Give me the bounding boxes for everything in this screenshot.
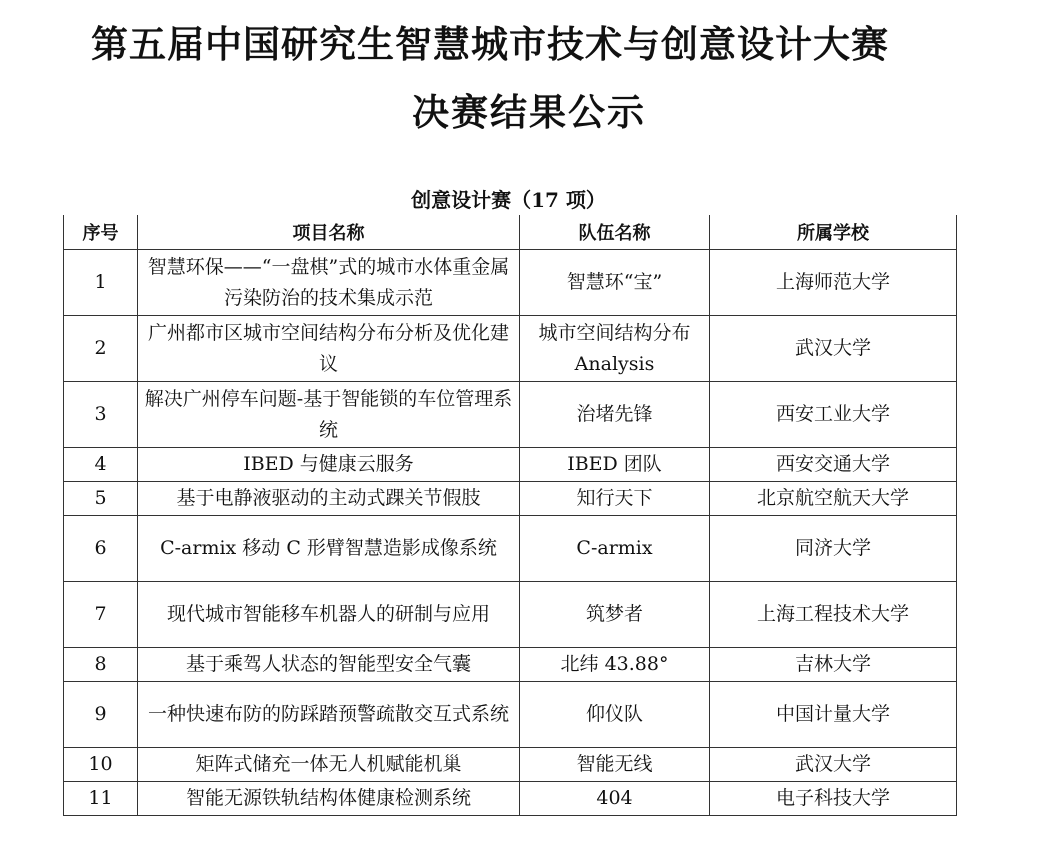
table-row (64, 382, 957, 448)
table-row (64, 250, 957, 316)
cell-team: 北纬 43.88° (520, 648, 710, 682)
table-row (64, 582, 957, 648)
cell-team: 智慧环“宝” (520, 250, 710, 316)
cell-project: 一种快速布防的防踩踏预警疏散交互式系统 (138, 682, 520, 748)
cell-team: 筑梦者 (520, 582, 710, 648)
results-table (63, 215, 957, 816)
table-row (64, 316, 957, 382)
cell-team: IBED 团队 (520, 448, 710, 482)
cell-project: 智慧环保——“一盘棋”式的城市水体重金属污染防治的技术集成示范 (138, 250, 520, 316)
table-row (64, 482, 957, 516)
cell-number: 8 (64, 648, 138, 682)
cell-school: 西安工业大学 (710, 382, 957, 448)
cell-project: IBED 与健康云服务 (138, 448, 520, 482)
table-row (64, 682, 957, 748)
cell-number: 10 (64, 748, 138, 782)
cell-school: 上海师范大学 (710, 250, 957, 316)
cell-school: 同济大学 (710, 516, 957, 582)
page-title: 第五届中国研究生智慧城市技术与创意设计大赛 (91, 23, 889, 66)
cell-project: 解决广州停车问题-基于智能锁的车位管理系统 (138, 382, 520, 448)
cell-team: 城市空间结构分布 Analysis (520, 316, 710, 382)
cell-school: 北京航空航天大学 (710, 482, 957, 516)
cell-school: 武汉大学 (710, 748, 957, 782)
cell-school: 武汉大学 (710, 316, 957, 382)
header-team-name: 队伍名称 (520, 215, 710, 250)
table-row (64, 748, 957, 782)
cell-project: C-armix 移动 C 形臂智慧造影成像系统 (138, 516, 520, 582)
cell-team: C-armix (520, 516, 710, 582)
header-project-name: 项目名称 (138, 215, 520, 250)
cell-school: 吉林大学 (710, 648, 957, 682)
cell-number: 9 (64, 682, 138, 748)
cell-team: 404 (520, 782, 710, 816)
cell-school: 西安交通大学 (710, 448, 957, 482)
cell-project: 矩阵式储充一体无人机赋能机巢 (138, 748, 520, 782)
header-number: 序号 (64, 215, 138, 250)
header-school: 所属学校 (710, 215, 957, 250)
cell-number: 3 (64, 382, 138, 448)
cell-number: 6 (64, 516, 138, 582)
cell-number: 4 (64, 448, 138, 482)
cell-school: 电子科技大学 (710, 782, 957, 816)
page-subtitle: 决赛结果公示 (412, 91, 646, 134)
cell-team: 智能无线 (520, 748, 710, 782)
cell-project: 基于乘驾人状态的智能型安全气囊 (138, 648, 520, 682)
cell-project: 广州都市区城市空间结构分布分析及优化建议 (138, 316, 520, 382)
cell-school: 中国计量大学 (710, 682, 957, 748)
table-row (64, 782, 957, 816)
cell-number: 11 (64, 782, 138, 816)
section-title: 创意设计赛（17 项） (411, 188, 606, 212)
table-row (64, 448, 957, 482)
cell-team: 知行天下 (520, 482, 710, 516)
cell-project: 现代城市智能移车机器人的研制与应用 (138, 582, 520, 648)
cell-project: 智能无源铁轨结构体健康检测系统 (138, 782, 520, 816)
cell-number: 7 (64, 582, 138, 648)
table-header-row (64, 215, 957, 250)
cell-number: 5 (64, 482, 138, 516)
table-row (64, 648, 957, 682)
cell-team: 仰仪队 (520, 682, 710, 748)
cell-school: 上海工程技术大学 (710, 582, 957, 648)
table-row (64, 516, 957, 582)
cell-team: 治堵先锋 (520, 382, 710, 448)
cell-number: 2 (64, 316, 138, 382)
cell-number: 1 (64, 250, 138, 316)
cell-project: 基于电静液驱动的主动式踝关节假肢 (138, 482, 520, 516)
